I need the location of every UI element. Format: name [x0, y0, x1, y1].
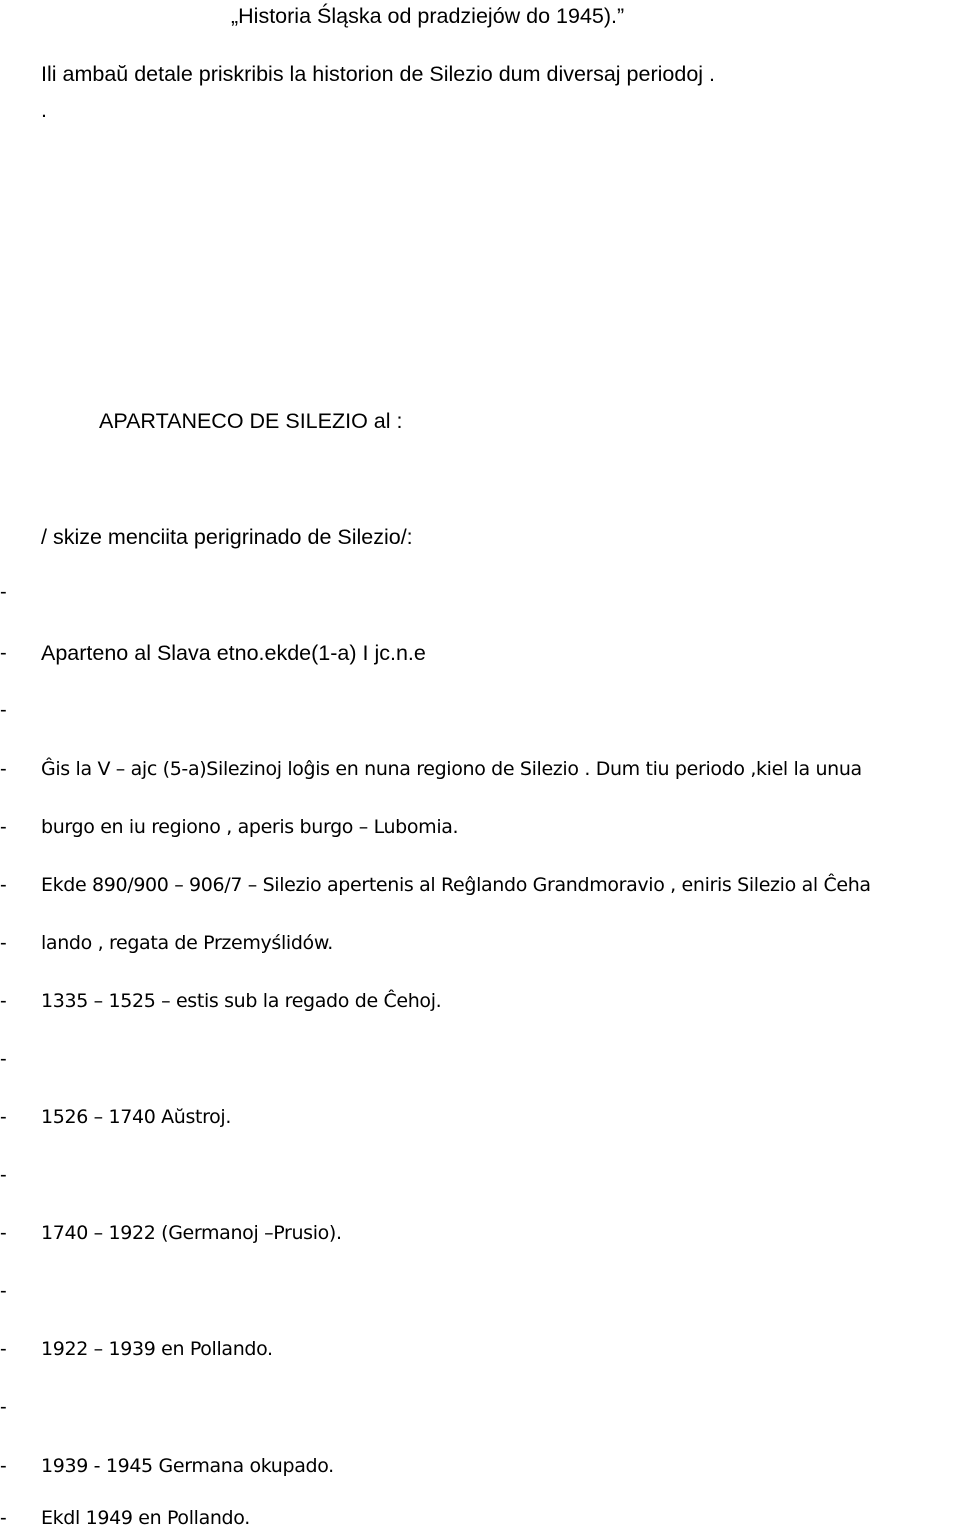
list-item-text: 1526 – 1740 Aŭstroj. [41, 1106, 232, 1128]
section-subheading-text: / skize menciita perigrinado de Silezio/: [41, 525, 413, 549]
list-bullet: - [0, 758, 7, 780]
list-item-text: Ekde 890/900 – 906/7 – Silezio apertenis al Reĝlando Grandmoravio , eniris Silezio al Ĉeha [41, 874, 871, 896]
list-item-text: 1335 – 1525 – estis sub la regado de Ĉehoj. [41, 990, 442, 1012]
list-bullet: - [0, 1048, 7, 1070]
list-item-text: lando , regata de Przemyślidów. [41, 932, 333, 954]
list-item-text: Ĝis la V – ajc (5-a)Silezinoj loĝis en nuna regiono de Silezio . Dum tiu periodo ,kiel la unua [41, 758, 862, 780]
list-item-text: Ekdl 1949 en Pollando. [41, 1507, 250, 1529]
list-bullet: - [0, 932, 7, 954]
list-item-text: 1939 - 1945 Germana okupado. [41, 1455, 334, 1477]
list-bullet: - [0, 816, 7, 838]
list-item-text: Aparteno al Slava etno.ekde(1-a) I jc.n.e [41, 641, 426, 665]
list-item-text: burgo en iu regiono , aperis burgo – Lubomia. [41, 816, 459, 838]
dot-text: . [41, 98, 47, 122]
intro-text: Ili ambaŭ detale priskribis la historion de Silezio dum diversaj periodoj . [41, 62, 715, 86]
list-bullet: - [0, 1280, 7, 1302]
list-bullet: - [0, 581, 7, 603]
list-bullet: - [0, 1455, 7, 1477]
list-item-text: 1740 – 1922 (Germanoj –Prusio). [41, 1222, 342, 1244]
list-bullet: - [0, 1164, 7, 1186]
list-bullet: - [0, 1507, 7, 1529]
list-bullet: - [0, 642, 7, 664]
list-bullet: - [0, 1338, 7, 1360]
title-text: „Historia Śląska od pradziejów do 1945).” [231, 4, 625, 28]
list-bullet: - [0, 990, 7, 1012]
list-bullet: - [0, 1396, 7, 1418]
section-heading-text: APARTANECO DE SILEZIO al : [99, 409, 403, 433]
list-item-text: 1922 – 1939 en Pollando. [41, 1338, 273, 1360]
list-bullet: - [0, 874, 7, 896]
list-bullet: - [0, 1106, 7, 1128]
list-bullet: - [0, 1222, 7, 1244]
list-bullet: - [0, 699, 7, 721]
